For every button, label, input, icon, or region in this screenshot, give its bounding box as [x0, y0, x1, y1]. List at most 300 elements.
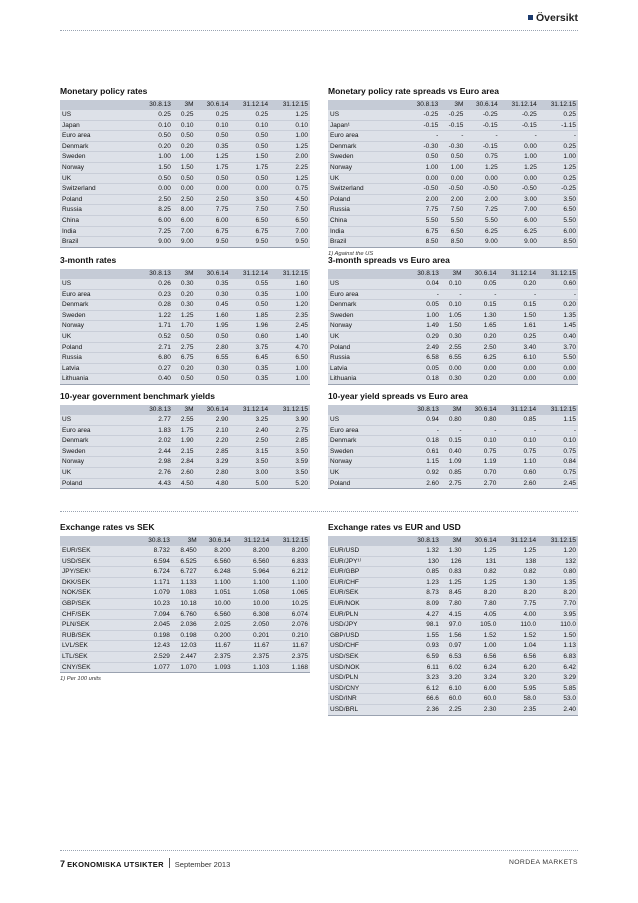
value-cell: 7.75	[498, 598, 538, 609]
three-month-table	[60, 269, 310, 385]
ten-year-spreads-table	[328, 405, 578, 489]
row-label: Euro area	[328, 131, 406, 142]
footer-left	[60, 858, 230, 869]
value-cell: 2.40	[538, 704, 578, 715]
value-cell: 9.00	[500, 237, 539, 248]
value-cell: 1.70	[173, 321, 196, 332]
value-cell: 0.25	[498, 331, 538, 342]
row-label: Japan	[60, 120, 138, 131]
value-cell: 0.200	[199, 630, 233, 641]
value-cell: 0.198	[138, 630, 172, 641]
value-cell: 0.25	[138, 110, 173, 120]
block-title: 10-year yield spreads vs Euro area	[328, 391, 468, 401]
middle-divider	[60, 511, 578, 512]
value-cell: 0.75	[538, 446, 578, 457]
row-label: Russia	[328, 205, 406, 216]
value-cell: 1.45	[538, 321, 578, 332]
value-cell: 2.35	[270, 310, 310, 321]
value-cell: 2.00	[465, 194, 499, 205]
value-cell: -	[406, 289, 441, 300]
value-cell: 1.56	[441, 630, 464, 641]
row-label: US	[60, 415, 138, 425]
value-cell: -1.15	[539, 120, 578, 131]
table-row	[328, 425, 578, 436]
header-cell-date: 30.8.13	[138, 269, 173, 279]
value-cell: 1.100	[233, 577, 272, 588]
header-cell-date: 31.12.15	[539, 100, 578, 110]
value-cell: 11.67	[233, 641, 272, 652]
value-cell: 2.36	[406, 704, 441, 715]
value-cell: -0.25	[440, 110, 465, 120]
value-cell: 1.75	[195, 162, 230, 173]
value-cell: 1.32	[406, 546, 441, 556]
row-label: Switzerland	[328, 184, 406, 195]
value-cell: 1.85	[230, 310, 270, 321]
table-row	[328, 457, 578, 468]
value-cell: 6.00	[173, 215, 196, 226]
value-cell: 1.15	[538, 415, 578, 425]
value-cell: 0.20	[463, 331, 498, 342]
value-cell: 0.50	[138, 131, 173, 142]
table-row	[60, 289, 310, 300]
value-cell: 6.525	[172, 556, 199, 567]
value-cell: 6.53	[441, 651, 464, 662]
row-label: Japan¹	[328, 120, 406, 131]
value-cell: 0.93	[406, 641, 441, 652]
value-cell: 2.50	[195, 194, 230, 205]
value-cell: 2.50	[138, 194, 173, 205]
value-cell: 138	[498, 556, 538, 567]
value-cell: 1.25	[498, 546, 538, 556]
value-cell: 0.30	[195, 289, 230, 300]
value-cell: 8.200	[199, 546, 233, 556]
value-cell: -0.25	[500, 110, 539, 120]
value-cell: 1.50	[538, 630, 578, 641]
table-header-row	[60, 405, 310, 415]
value-cell: 2.30	[463, 704, 498, 715]
value-cell: 2.55	[173, 415, 196, 425]
row-label: Poland	[328, 342, 406, 353]
value-cell: 3.00	[500, 194, 539, 205]
value-cell: 131	[463, 556, 498, 567]
value-cell: 2.050	[233, 620, 272, 631]
value-cell: 1.25	[463, 577, 498, 588]
header-cell-date: 3M	[441, 269, 464, 279]
table-row	[328, 694, 578, 705]
value-cell: 0.50	[195, 374, 230, 385]
value-cell: 0.35	[230, 363, 270, 374]
table-row	[328, 556, 578, 567]
value-cell: 5.50	[406, 215, 440, 226]
value-cell: -	[406, 131, 440, 142]
value-cell: 7.70	[538, 598, 578, 609]
row-label: Sweden	[60, 446, 138, 457]
block-title: Exchange rates vs EUR and USD	[328, 522, 461, 532]
header-cell-date: 30.6.14	[465, 100, 499, 110]
value-cell: 6.074	[271, 609, 310, 620]
row-label: Latvia	[328, 363, 406, 374]
value-cell: -	[539, 131, 578, 142]
value-cell: 2.00	[440, 194, 465, 205]
header-cell-date: 31.12.14	[498, 536, 538, 546]
value-cell: 2.25	[441, 704, 464, 715]
header-cell-date: 30.6.14	[463, 405, 498, 415]
value-cell: 1.71	[138, 321, 173, 332]
value-cell: 1.25	[463, 546, 498, 556]
value-cell: 6.75	[195, 226, 230, 237]
value-cell: 0.50	[195, 173, 230, 184]
value-cell: 1.61	[498, 321, 538, 332]
row-label: India	[60, 226, 138, 237]
value-cell: 1.35	[538, 577, 578, 588]
value-cell: 8.20	[463, 588, 498, 599]
value-cell: 1.95	[195, 321, 230, 332]
row-label: UK	[60, 331, 138, 342]
value-cell: 2.045	[138, 620, 172, 631]
row-label: Russia	[60, 205, 138, 216]
value-cell: 5.95	[498, 683, 538, 694]
value-cell: 0.75	[463, 446, 498, 457]
value-cell: 0.30	[173, 300, 196, 311]
row-label: EUR/GBP	[328, 567, 406, 578]
value-cell: 1.30	[463, 310, 498, 321]
value-cell: 3.50	[539, 194, 578, 205]
value-cell: 2.44	[138, 446, 173, 457]
block-title: 10-year government benchmark yields	[60, 391, 215, 401]
value-cell: 6.59	[406, 651, 441, 662]
value-cell: 0.00	[138, 184, 173, 195]
value-cell: 2.036	[172, 620, 199, 631]
value-cell: 0.00	[465, 173, 499, 184]
value-cell: 1.15	[406, 457, 441, 468]
value-cell: 2.447	[172, 651, 199, 662]
value-cell: 0.00	[538, 374, 578, 385]
three-month-spreads-block	[328, 255, 578, 385]
value-cell: 9.00	[465, 237, 499, 248]
header-cell-label	[60, 405, 138, 415]
value-cell: 0.85	[441, 467, 464, 478]
value-cell: 4.05	[463, 609, 498, 620]
table-row	[60, 321, 310, 332]
value-cell: 2.76	[138, 467, 173, 478]
value-cell: 2.00	[270, 152, 310, 163]
row-label: GBP/SEK	[60, 598, 138, 609]
value-cell: 3.75	[230, 342, 270, 353]
value-cell: -0.30	[440, 141, 465, 152]
value-cell: 7.25	[138, 226, 173, 237]
value-cell: 2.75	[173, 342, 196, 353]
table-row	[328, 415, 578, 425]
fx-eur-usd-block	[328, 522, 578, 716]
value-cell: 6.560	[233, 556, 272, 567]
table-row	[328, 609, 578, 620]
value-cell: 53.0	[538, 694, 578, 705]
value-cell: 58.0	[498, 694, 538, 705]
value-cell: 2.50	[230, 436, 270, 447]
table-row	[328, 546, 578, 556]
table-row	[328, 662, 578, 673]
value-cell: 5.00	[230, 478, 270, 489]
value-cell: 0.82	[463, 567, 498, 578]
value-cell: 0.20	[498, 279, 538, 289]
value-cell: 2.025	[199, 620, 233, 631]
value-cell: 0.80	[441, 415, 464, 425]
table-row	[60, 141, 310, 152]
header-cell-date: 30.6.14	[463, 536, 498, 546]
value-cell: 0.00	[463, 363, 498, 374]
fx-sek-block	[60, 522, 310, 682]
header-cell-date: 3M	[441, 405, 464, 415]
value-cell: 0.210	[271, 630, 310, 641]
value-cell: 8.732	[138, 546, 172, 556]
value-cell: 0.30	[195, 363, 230, 374]
row-label: EUR/PLN	[328, 609, 406, 620]
header-cell-date: 30.6.14	[463, 269, 498, 279]
row-label: NOK/SEK	[60, 588, 138, 599]
value-cell: 3.15	[230, 446, 270, 457]
value-cell: 6.45	[230, 353, 270, 364]
header-cell-label	[328, 536, 406, 546]
value-cell: 0.52	[138, 331, 173, 342]
value-cell: 6.248	[199, 567, 233, 578]
value-cell: -	[463, 425, 498, 436]
value-cell: 105.0	[463, 620, 498, 631]
value-cell: 3.00	[230, 467, 270, 478]
value-cell: 0.30	[173, 279, 196, 289]
value-cell: 0.60	[230, 331, 270, 342]
value-cell: 8.450	[172, 546, 199, 556]
table-header-row	[328, 405, 578, 415]
table-row	[60, 641, 310, 652]
value-cell: 7.75	[406, 205, 440, 216]
value-cell: 0.10	[270, 120, 310, 131]
value-cell: 3.20	[441, 673, 464, 684]
value-cell: 1.49	[406, 321, 441, 332]
value-cell: 6.00	[195, 215, 230, 226]
header-cell-date: 31.12.15	[271, 536, 310, 546]
table-row	[328, 110, 578, 120]
value-cell: 8.45	[441, 588, 464, 599]
value-cell: 66.6	[406, 694, 441, 705]
value-cell: 0.92	[406, 467, 441, 478]
value-cell: 6.50	[270, 353, 310, 364]
row-label: LTL/SEK	[60, 651, 138, 662]
value-cell: 2.10	[195, 425, 230, 436]
table-row	[328, 683, 578, 694]
value-cell: 0.25	[173, 110, 196, 120]
value-cell: 8.20	[538, 588, 578, 599]
value-cell: 8.50	[406, 237, 440, 248]
value-cell: 1.50	[173, 162, 196, 173]
value-cell: 0.29	[406, 331, 441, 342]
value-cell: 1.25	[270, 141, 310, 152]
row-label: Euro area	[60, 289, 138, 300]
value-cell: 0.04	[406, 279, 441, 289]
row-label: Lithuania	[328, 374, 406, 385]
table-row	[60, 478, 310, 489]
value-cell: 2.40	[230, 425, 270, 436]
value-cell: 0.25	[195, 110, 230, 120]
value-cell: 6.560	[199, 556, 233, 567]
value-cell: 2.375	[199, 651, 233, 662]
row-label: China	[60, 215, 138, 226]
value-cell: 6.25	[465, 226, 499, 237]
value-cell: 97.0	[441, 620, 464, 631]
value-cell: 6.00	[500, 215, 539, 226]
row-label: US	[60, 110, 138, 120]
table-row	[60, 331, 310, 342]
value-cell: 3.50	[230, 457, 270, 468]
value-cell: 1.30	[498, 577, 538, 588]
header-cell-date: 31.12.14	[498, 405, 538, 415]
value-cell: 1.00	[500, 152, 539, 163]
value-cell: 3.29	[195, 457, 230, 468]
value-cell: 0.05	[463, 279, 498, 289]
value-cell: -	[498, 289, 538, 300]
value-cell: 110.0	[498, 620, 538, 631]
value-cell: 1.079	[138, 588, 172, 599]
value-cell: 0.75	[465, 152, 499, 163]
value-cell: 0.60	[538, 279, 578, 289]
value-cell: 6.02	[441, 662, 464, 673]
header-cell-label	[60, 100, 138, 110]
row-label: Russia	[328, 353, 406, 364]
row-label: Brazil	[328, 237, 406, 248]
value-cell: 1.50	[441, 321, 464, 332]
value-cell: 7.50	[230, 205, 270, 216]
value-cell: 3.29	[538, 673, 578, 684]
value-cell: 1.00	[406, 162, 440, 173]
value-cell: 6.55	[441, 353, 464, 364]
value-cell: 1.50	[230, 152, 270, 163]
value-cell: 1.065	[271, 588, 310, 599]
table-row	[328, 446, 578, 457]
value-cell: 8.73	[406, 588, 441, 599]
table-row	[60, 446, 310, 457]
header-cell-date: 31.12.15	[270, 269, 310, 279]
monetary-policy-block	[60, 86, 310, 248]
row-label: Norway	[328, 457, 406, 468]
header-cell-date: 30.6.14	[195, 405, 230, 415]
value-cell: 0.27	[138, 363, 173, 374]
value-cell: 0.20	[463, 374, 498, 385]
value-cell: 8.00	[173, 205, 196, 216]
value-cell: 6.75	[173, 353, 196, 364]
table-row	[60, 205, 310, 216]
row-label: Poland	[328, 194, 406, 205]
value-cell: 7.00	[270, 226, 310, 237]
value-cell: 6.50	[440, 226, 465, 237]
value-cell: 0.25	[230, 110, 270, 120]
value-cell: 6.10	[498, 353, 538, 364]
value-cell: 3.20	[498, 673, 538, 684]
value-cell: 1.070	[172, 662, 199, 673]
value-cell: 0.20	[173, 289, 196, 300]
value-cell: 6.594	[138, 556, 172, 567]
value-cell: 8.20	[498, 588, 538, 599]
header-cell-date: 3M	[440, 100, 465, 110]
row-label: CNY/SEK	[60, 662, 138, 673]
value-cell: 8.200	[233, 546, 272, 556]
value-cell: 9.00	[138, 237, 173, 248]
value-cell: 2.50	[173, 194, 196, 205]
row-label: Sweden	[60, 310, 138, 321]
row-label: USD/PLN	[328, 673, 406, 684]
value-cell: 6.75	[230, 226, 270, 237]
header-cell-label	[60, 536, 138, 546]
row-label: UK	[328, 173, 406, 184]
value-cell: 1.60	[270, 279, 310, 289]
value-cell: 1.00	[138, 152, 173, 163]
value-cell: 1.058	[233, 588, 272, 599]
value-cell: -	[463, 289, 498, 300]
value-cell: 1.19	[463, 457, 498, 468]
value-cell: 1.65	[463, 321, 498, 332]
value-cell: 2.15	[173, 446, 196, 457]
value-cell: 6.724	[138, 567, 172, 578]
table-header-row	[60, 100, 310, 110]
value-cell: 0.85	[498, 415, 538, 425]
value-cell: 3.24	[463, 673, 498, 684]
header-cell-date: 31.12.15	[538, 405, 578, 415]
table-row	[60, 120, 310, 131]
value-cell: 1.103	[233, 662, 272, 673]
row-label: USD/CNY	[328, 683, 406, 694]
value-cell: 0.50	[406, 152, 440, 163]
value-cell: 4.50	[173, 478, 196, 489]
row-label: USD/CHF	[328, 641, 406, 652]
row-label: US	[328, 279, 406, 289]
value-cell: -0.25	[539, 184, 578, 195]
row-label: Lithuania	[60, 374, 138, 385]
value-cell: 10.00	[233, 598, 272, 609]
table-row	[328, 651, 578, 662]
value-cell: 10.25	[271, 598, 310, 609]
value-cell: 0.25	[539, 141, 578, 152]
table-row	[328, 704, 578, 715]
value-cell: 2.35	[498, 704, 538, 715]
value-cell: 7.75	[195, 205, 230, 216]
value-cell: 0.97	[441, 641, 464, 652]
value-cell: 0.198	[172, 630, 199, 641]
value-cell: 9.00	[173, 237, 196, 248]
value-cell: -0.15	[406, 120, 440, 131]
value-cell: 0.00	[500, 173, 539, 184]
value-cell: 4.80	[195, 478, 230, 489]
table-row	[60, 609, 310, 620]
header-cell-date: 30.6.14	[195, 269, 230, 279]
header-cell-date: 30.6.14	[199, 536, 233, 546]
value-cell: 2.20	[195, 436, 230, 447]
table-row	[60, 556, 310, 567]
value-cell: 5.50	[539, 215, 578, 226]
value-cell: 1.23	[406, 577, 441, 588]
value-cell: 1.09	[441, 457, 464, 468]
value-cell: 6.50	[270, 215, 310, 226]
row-label: DKK/SEK	[60, 577, 138, 588]
value-cell: 8.50	[440, 237, 465, 248]
value-cell: 6.56	[463, 651, 498, 662]
table-row	[328, 173, 578, 184]
value-cell: 6.760	[172, 609, 199, 620]
value-cell: 1.00	[270, 131, 310, 142]
value-cell: 2.45	[270, 321, 310, 332]
fx-eur-usd-table	[328, 536, 578, 716]
value-cell: 0.30	[441, 374, 464, 385]
row-label: US	[328, 110, 406, 120]
table-row	[60, 152, 310, 163]
page-footer	[60, 858, 578, 870]
